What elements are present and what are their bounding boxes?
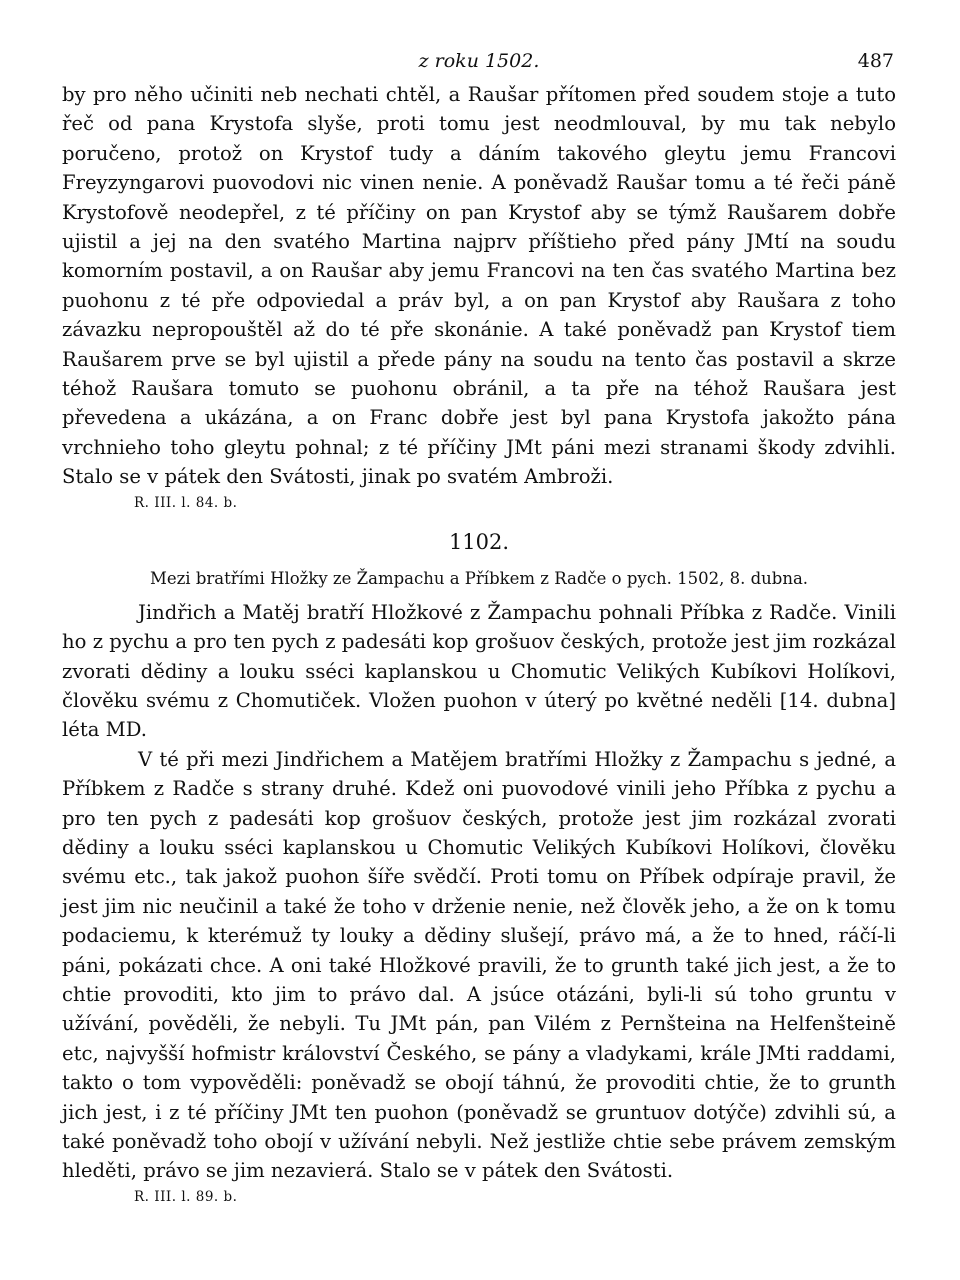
document-page [62,44,896,1208]
continued-paragraph: by pro něho učiniti neb nechati chtěl, a Raušar přítomen před soudem stoje a tuto řeč od pana Krystofa slyše, proti tomu jest neodmlouval, by mu tak nebylo poručeno, protož on Krystof tudy a dáním takového gleytu jemu Francovi Freyzyngarovi puovodovi nic vinen nenie. A poněvadž Raušar tomu a té řeči páně Krystofově neodepřel, z té příčiny on pan Krystof aby se týmž Raušarem dobře ujistil a jej na den svatého Martina najprv příštieho před pány JMtí na soudu komorním postavil, a on Raušar aby jemu Francovi na ten čas svatého Martina bez puohonu z té pře odpoviedal a práv byl, a on pan Krystof aby Raušara z toho závazku nepropouštěl až do té pře skonánie. A také poněvadž pan Krystof tiem Raušarem prve se byl ujistil a přede pány na soudu na tento čas postavil a skrze téhož Raušara tomuto se puohonu obránil, a ta pře na téhož Raušara jest převedena a ukázána, a on Franc dobře jest byl pana Krystofa jakožto pána vrchnieho toho gleytu pohnal; z té příčiny JMt páni mezi stranami škody zdvihli. Stalo se v pátek den Svátosti, jinak po svatém Ambroži. [62,83,896,489]
running-head-title: z roku 1502. [418,50,540,72]
entry-paragraph: V té při mezi Jindřichem a Matějem bratřími Hložky z Žampachu s jedné, a Příbkem z Radče s strany druhé. Kdež oni puovodové vinili jeho Příbka z pychu a pro ten pych z padesáti kop grošuov českých, protože jest jim rozkázal zvorati dědiny a louku sséci kaplanskou u Chomutic Velikých Kubíkovi Holíkovi, člověku svému etc., tak jakož puohon šíře svědčí. Proti tomu on Příbek odpíraje pravil, že jest jim nic neučinil a také že toho v drženie nenie, než člověk jeho, a že on k tomu podaciemu, k kterémuž ty louky a dědiny slušejí, právo má, a že to hned, ráčí-li páni, pokázati chce. A oni také Hložkové pravili, že to grunth také jich jest, a že to chtie provoditi, kto jim to právo dal. A jsúce otázáni, byli-li sú toho gruntu v užívání, pověděli, že nebyli. Tu JMt pán, pan Vilém z Pernšteina na Helfenšteině etc, najvyšší hofmistr království Českého, se pány a vladykami, krále JMti raddami, takto o tom vypověděli: poněvadž se obojí táhnú, že provoditi chtie, že to grunth jich jest, i z té příčiny JMt ten puohon (poněvadž se gruntuov dotýče) zdvihli sú, a také poněvadž toho obojí v užívání nebyli. Než jestliže chtie sebe právem zemským hleděti, právo se jim nezavierá. Stalo se v pátek den Svátosti. [62,747,896,1183]
page-number: 487 [857,50,894,72]
source-reference: R. III. l. 89. b. [134,1188,238,1205]
running-head [62,44,896,74]
entry-number: 1102. [448,529,510,554]
entry-paragraph: Jindřich a Matěj bratří Hložkové z Žampachu pohnali Příbka z Radče. Vinili ho z pychu a pro ten pych z padesáti kop grošuov českých, protože jest jim rozkázal zvorati dědiny a louku sséci kaplanskou u Chomutic Velikých Kubíkovi Holíkovi, člověku svému z Chomutiček. Vložen puohon v úterý po květné neděli [14. dubna] léta MD. [62,600,896,742]
source-reference: R. III. l. 84. b. [134,494,238,511]
entry-heading: Mezi bratřími Hložky ze Žampachu a Příbkem z Radče o pych. 1502, 8. dubna. [149,568,809,588]
